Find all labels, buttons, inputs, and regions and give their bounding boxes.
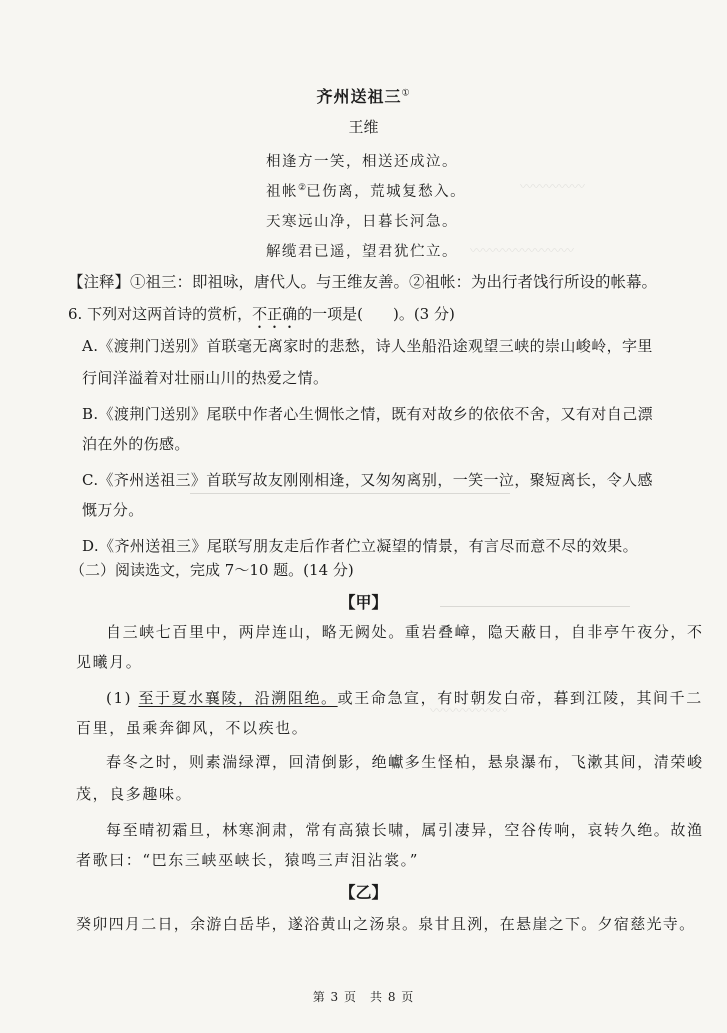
poem-line xyxy=(266,150,458,171)
option-d-line: D.《齐州送祖三》尾联写朋友走后作者伫立凝望的情景，有言尽而意不尽的效果。 xyxy=(82,537,639,555)
option-b-line: 泊在外的伤感。 xyxy=(82,435,190,453)
option-c-line: 慨万分。 xyxy=(82,501,144,519)
option-a-line: A.《渡荆门送别》首联毫无离家时的悲愁，诗人坐船沿途观望三峡的崇山峻岭，字里 xyxy=(82,337,653,355)
poem-line-text: 天寒远山净，日暮长河急。 xyxy=(266,214,458,230)
option-a-line: 行间洋溢着对壮丽山川的热爱之情。 xyxy=(82,369,329,387)
jia-paragraph-4: 每至晴初霜旦，林寒涧肃，常有高猿长啸，属引凄异，空谷传响，哀转久绝。故渔 xyxy=(106,821,704,839)
question-stem xyxy=(68,304,455,332)
question-stem-text: 6. 下列对这两首诗的赏析， xyxy=(68,305,253,323)
passage-jia-heading: 【甲】 xyxy=(339,593,388,612)
passage-yi-heading: 【乙】 xyxy=(339,883,388,902)
poem-line-text: 已伤离，荒城复愁入。 xyxy=(306,184,467,200)
bleed-through-mark: 〰〰〰〰〰〰〰〰 xyxy=(470,244,575,259)
bleed-through-mark: 〰〰〰〰〰〰 xyxy=(430,704,509,719)
poem-line xyxy=(266,180,466,201)
option-c-line: C.《齐州送祖三》首联写故友刚刚相逢，又匆匆离别，一笑一泣，聚短离长，令人感 xyxy=(82,471,653,489)
jia-paragraph-2-text: 或王命急宣，有时朝发白帝，暮到江陵，其间千二 xyxy=(337,689,703,707)
poem-line xyxy=(266,210,458,231)
jia-paragraph-2 xyxy=(106,688,703,708)
footnote-mark: ② xyxy=(298,183,307,194)
poem-title xyxy=(0,84,727,107)
poem-line xyxy=(266,240,458,261)
poem-line-text: 祖帐 xyxy=(266,184,298,200)
question-stem-text: 的一项是( )。(3 分) xyxy=(297,305,455,323)
poem-line-text: 解缆君已遥，望君犹伫立。 xyxy=(266,244,458,260)
section-heading: （二）阅读选文，完成 7～10 题。(14 分) xyxy=(70,561,354,579)
jia-paragraph-3: 茂，良多趣味。 xyxy=(76,785,193,803)
sentence-number: (1) xyxy=(106,689,133,707)
poem-title-text: 齐州送祖三 xyxy=(316,87,402,106)
bleed-through-mark: 〰〰〰〰〰 xyxy=(520,180,586,195)
jia-paragraph-1: 自三峡七百里中，两岸连山，略无阙处。重岩叠嶂，隐天蔽日，自非亭午夜分，不 xyxy=(106,623,704,641)
poem-line-text: 相逢方一笑，相送还成泣。 xyxy=(266,154,458,170)
underlined-sentence: 至于夏水襄陵，沿溯阻绝。 xyxy=(138,689,338,707)
yi-paragraph-1: 癸卯四月二日，余游白岳毕，遂浴黄山之汤泉。泉甘且洌，在悬崖之下。夕宿慈光寺。 xyxy=(76,915,696,933)
bleed-through-rule xyxy=(190,493,510,494)
poem-annotation: 【注释】①祖三：即祖咏，唐代人。与王维友善。②祖帐：为出行者饯行所设的帐幕。 xyxy=(68,273,658,291)
page-number: 第 3 页 共 8 页 xyxy=(312,990,415,1004)
poem-title-footnote-mark: ① xyxy=(401,88,411,99)
jia-paragraph-2: 百里，虽乘奔御风，不以疾也。 xyxy=(76,719,309,737)
jia-paragraph-1: 见曦月。 xyxy=(76,653,143,671)
jia-paragraph-4: 者歌曰：“巴东三峡巫峡长，猿鸣三声泪沾裳。” xyxy=(76,851,420,869)
question-emphasis: 不正确 xyxy=(252,305,298,323)
poem-author: 王维 xyxy=(348,118,379,136)
jia-paragraph-3: 春冬之时，则素湍绿潭，回清倒影，绝巘多生怪柏，悬泉瀑布，飞漱其间，清荣峻 xyxy=(106,753,704,771)
option-b-line: B.《渡荆门送别》尾联中作者心生惆怅之情，既有对故乡的依依不舍，又有对自己漂 xyxy=(82,405,653,423)
